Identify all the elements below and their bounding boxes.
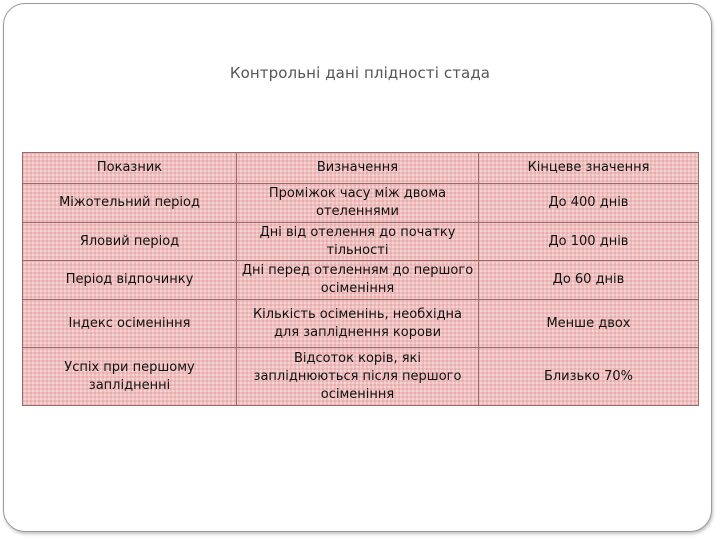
- cell-target-value: До 60 днів: [479, 261, 699, 300]
- fertility-data-table: [22, 152, 699, 406]
- cell-definition: Дні від отелення до початку тільності: [237, 223, 479, 261]
- table-row: [23, 184, 699, 223]
- cell-target-value: Близько 70%: [479, 348, 699, 406]
- cell-definition: Кількість осіменінь, необхідна для запліднення корови: [237, 300, 479, 348]
- cell-target-value: До 100 днів: [479, 223, 699, 261]
- table-row: [23, 348, 699, 406]
- header-target-value: Кінцеве значення: [479, 153, 699, 184]
- cell-indicator: Період відпочинку: [23, 261, 237, 300]
- slide-title: Контрольні дані плідності стада: [229, 64, 491, 82]
- table-row: [23, 261, 699, 300]
- header-definition: Визначення: [237, 153, 479, 184]
- cell-definition: Відсоток корів, які запліднюються після першого осіменіння: [237, 348, 479, 406]
- table-row: [23, 223, 699, 261]
- table-header-row: [23, 153, 699, 184]
- cell-definition: Проміжок часу між двома отеленнями: [237, 184, 479, 223]
- header-indicator: Показник: [23, 153, 237, 184]
- table-row: [23, 300, 699, 348]
- cell-definition: Дні перед отеленням до першого осіменіння: [237, 261, 479, 300]
- cell-indicator: Індекс осіменіння: [23, 300, 237, 348]
- cell-indicator: Міжотельний період: [23, 184, 237, 223]
- cell-target-value: Менше двох: [479, 300, 699, 348]
- cell-target-value: До 400 днів: [479, 184, 699, 223]
- cell-indicator: Яловий період: [23, 223, 237, 261]
- cell-indicator: Успіх при першому заплідненні: [23, 348, 237, 406]
